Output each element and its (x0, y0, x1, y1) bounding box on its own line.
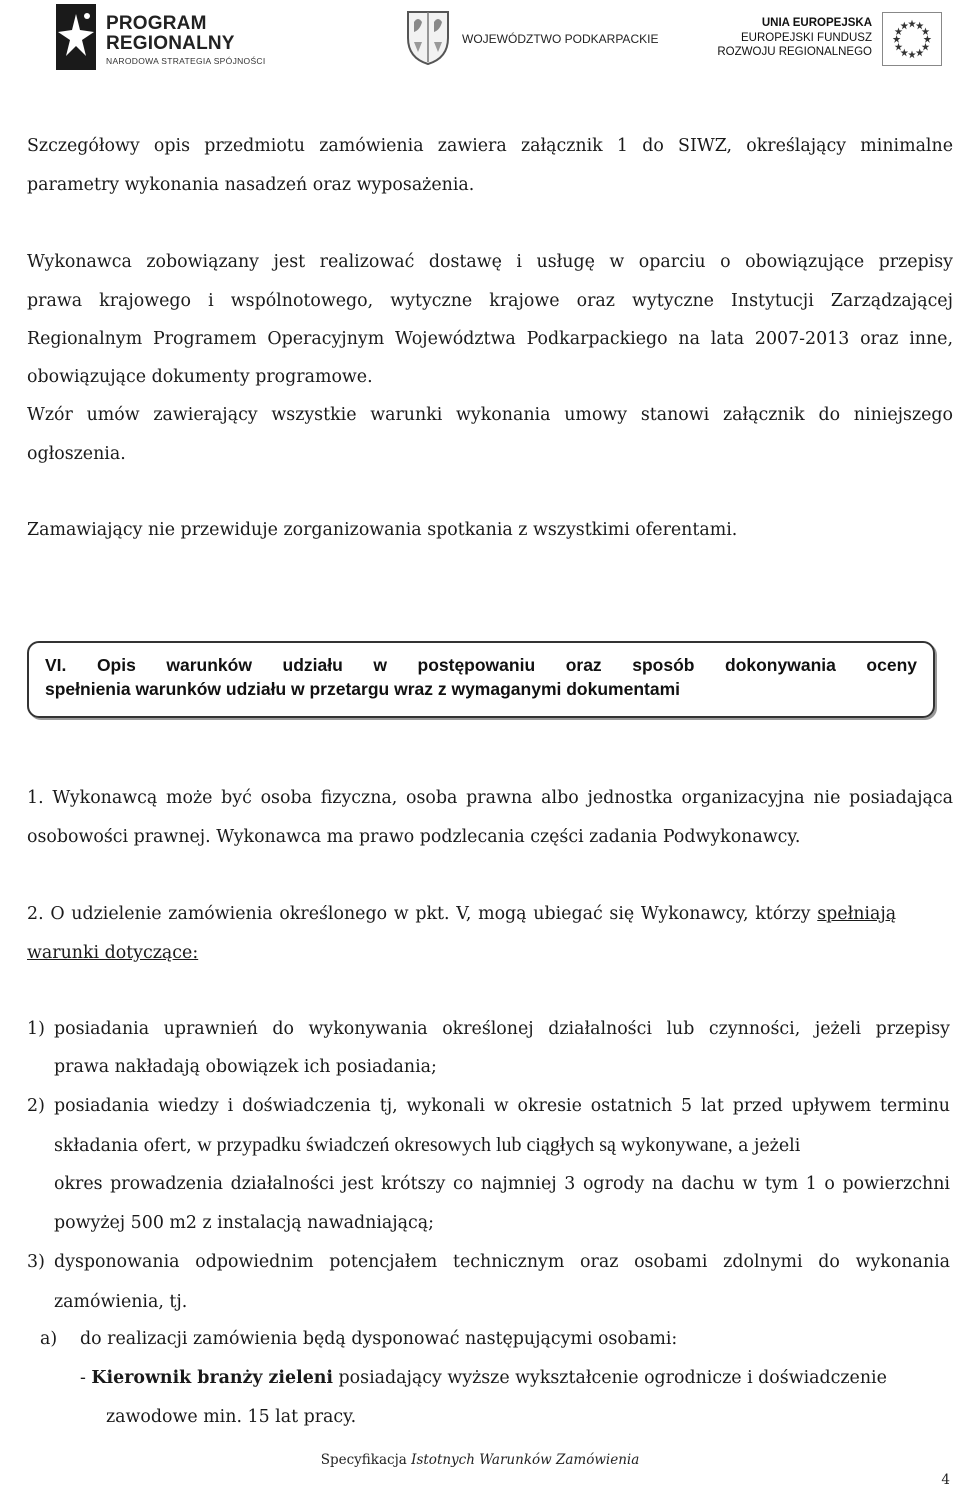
region-name: WOJEWÓDZTWO PODKARPACKIE (462, 32, 659, 46)
section-heading-box (27, 641, 935, 718)
item-1-number: 1) (27, 1019, 45, 1039)
item-2-line-1: posiadania wiedzy i doświadczenia tj, wykonali w okresie ostatnich 5 lat przed upływem terminu (54, 1096, 950, 1116)
item-2-text-b: w przypadku świadczeń okresowych lub ciągłych są wykonywane, (197, 1134, 733, 1156)
item-2-line-2 (54, 1133, 950, 1158)
personnel-requirements: posiadający wyższe wykształcenie ogrodnicze i doświadczenie (333, 1368, 887, 1388)
item-2-line-4: powyżej 500 m2 z instalacją nawadniającą; (54, 1213, 434, 1233)
footer-text-a: Specyfikacja (320, 1452, 412, 1468)
item-3-line-1: dysponowania odpowiednim potencjałem technicznym oraz osobami zdolnymi do wykonania (54, 1252, 950, 1272)
program-title: PROGRAM REGIONALNY (106, 13, 235, 54)
page-footer (0, 1452, 960, 1468)
paragraph-1-line-1: Szczegółowy opis przedmiotu zamówienia zawiera załącznik 1 do SIWZ, określający minimalne (27, 136, 953, 156)
item-1-line-2: prawa nakładają obowiązek ich posiadania; (54, 1057, 437, 1077)
program-star-icon (56, 4, 96, 70)
item-2-number: 2) (27, 1096, 45, 1116)
wojewodztwo-logo (404, 8, 664, 68)
item-3-line-2: zamówienia, tj. (54, 1292, 188, 1312)
section-title-line-1: VI. Opis warunków udziału w postępowaniu oraz sposób dokonywania oceny (45, 655, 917, 675)
clause-2-line-1 (27, 902, 953, 926)
subitem-a-letter: a) (40, 1329, 58, 1349)
paragraph-4: Zamawiający nie przewiduje zorganizowania spotkania z wszystkimi oferentami. (27, 520, 738, 540)
paragraph-2-line-4: obowiązujące dokumenty programowe. (27, 367, 373, 387)
item-2-text-c: a jeżeli (732, 1136, 801, 1156)
clause-2-line-2: warunki dotyczące: (27, 943, 199, 963)
clause-2-underlined: spełniają (817, 904, 897, 924)
page-number: 4 (941, 1472, 950, 1488)
page-header (0, 0, 960, 80)
personnel-dash: - (80, 1368, 92, 1388)
item-2-line-3: okres prowadzenia działalności jest krótszy co najmniej 3 ogrody na dachu w tym 1 o powierzchni (54, 1174, 950, 1194)
paragraph-3-line-2: ogłoszenia. (27, 444, 126, 464)
item-1-line-1: posiadania uprawnień do wykonywania określonej działalności lub czynności, jeżeli przepisy (54, 1019, 950, 1039)
eu-text: UNIA EUROPEJSKA EUROPEJSKI FUNDUSZ ROZWOJU REGIONALNEGO (717, 17, 872, 58)
item-3-number: 3) (27, 1252, 45, 1272)
paragraph-1-line-2: parametry wykonania nasadzeń oraz wyposażenia. (27, 175, 475, 195)
coat-of-arms-icon (404, 8, 452, 66)
paragraph-3-line-1: Wzór umów zawierający wszystkie warunki wykonania umowy stanowi załącznik do niniejszego (27, 405, 953, 425)
eu-logo (712, 12, 942, 72)
paragraph-2-line-1: Wykonawca zobowiązany jest realizować dostawę i usługę w oparciu o obowiązujące przepisy (27, 252, 953, 272)
paragraph-2-line-2: prawa krajowego i wspólnotowego, wytyczne krajowe oraz wytyczne Instytucji Zarządzającej (27, 291, 953, 311)
personnel-line-1 (80, 1366, 940, 1390)
paragraph-2-line-3: Regionalnym Programem Operacyjnym Województwa Podkarpackiego na lata 2007-2013 oraz inne, (27, 329, 953, 349)
section-title-line-2: spełnienia warunków udziału w przetargu wraz z wymaganymi dokumentami (45, 679, 680, 699)
personnel-role: Kierownik branży zieleni (91, 1368, 334, 1388)
clause-2-text: 2. O udzielenie zamówienia określonego w pkt. V, mogą ubiegać się Wykonawcy, którzy (27, 904, 818, 924)
personnel-line-2: zawodowe min. 15 lat pracy. (106, 1407, 357, 1427)
footer-text-b: Istotnych Warunków Zamówienia (411, 1452, 640, 1468)
program-regionalny-logo (56, 4, 276, 70)
program-subtitle: NARODOWA STRATEGIA SPÓJNOŚCI (106, 56, 266, 66)
eu-flag-icon (882, 12, 942, 66)
clause-1-line-1: 1. Wykonawcą może być osoba fizyczna, osoba prawna albo jednostka organizacyjna nie posiadająca (27, 788, 953, 808)
subitem-a-text: do realizacji zamówienia będą dysponować następującymi osobami: (80, 1329, 678, 1349)
clause-1-line-2: osobowości prawnej. Wykonawca ma prawo podzlecania części zadania Podwykonawcy. (27, 827, 801, 847)
item-2-text-a: składania ofert, (54, 1136, 198, 1156)
